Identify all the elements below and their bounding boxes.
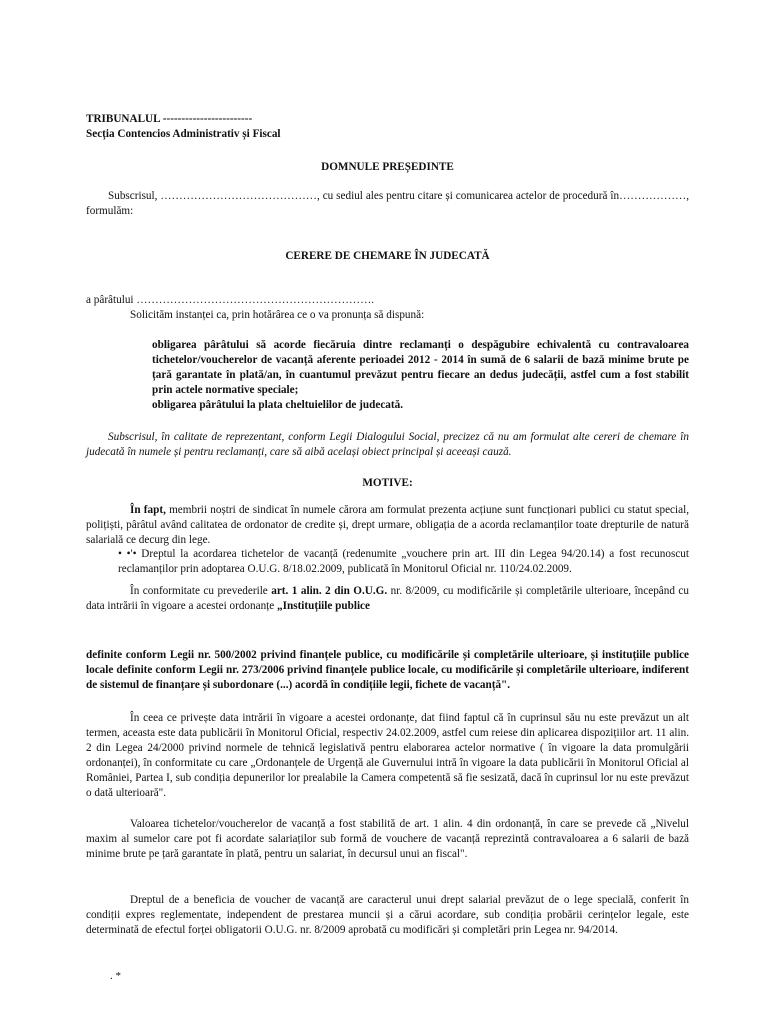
- motives-title: MOTIVE:: [362, 477, 413, 489]
- court-name: TRIBUNALUL ------------------------: [86, 113, 253, 125]
- bullet-paragraph: [118, 547, 689, 577]
- footer-mark: . *: [110, 970, 121, 982]
- conformity-paragraph: [86, 584, 689, 614]
- claim-1: obligarea pârâtului să acorde fiecăruia dintre reclamanți o despăgubire echivalentă cu contravaloarea tichetelor/voucherelor de vacanță aferente perioadei 2012 - 2014 în sumă de 6 salarii de bază minime brute pe țară garantate în plată/an, în cuantumul prevăzut pentru fiecare an dedus judecății, astfel cum a fost stabilit prin actele normative speciale;: [152, 339, 689, 396]
- bold-quote-paragraph: definite conform Legii nr. 500/2002 privind finanțele publice, cu modificările și completările ulterioare, și instituțiile publice locale definite conform Legii nr. 273/2006 privind finanțele publice locale, cu modificările și completările ulterioare, indiferent de sistemul de finanțare și subordonare (...) acordă în condițiile legii, fichete de vacanță".: [86, 649, 689, 691]
- document-title: CERERE DE CHEMARE ÎN JUDECATĂ: [285, 250, 490, 262]
- intro-paragraph: Subscrisul, ……………………………………, cu sediul ales pentru citare și comunicarea actelor de procedură în………………, formulăm:: [86, 190, 689, 217]
- conformity-text-a: În conformitate cu prevederile: [130, 585, 272, 597]
- facts-lead: În fapt,: [130, 504, 166, 516]
- conformity-bold-a: art. 1 alin. 2 din O.U.G.: [271, 585, 388, 597]
- request-intro: Solicităm instanței ca, prin hotărârea ce o va pronunța să dispună:: [130, 309, 425, 321]
- claim-2: obligarea pârâtului la plata cheltuielilor de judecată.: [152, 399, 403, 411]
- defendant-line: a pârâtului ……………………………………………………….: [86, 294, 375, 306]
- conformity-text-b: nr. 8/2009, cu modificările și completările ulterioare, începând cu data intrării în vigoare a acestei ordonanțe: [86, 585, 689, 612]
- facts-paragraph: [86, 503, 689, 548]
- court-section: Secția Contencios Administrativ și Fiscal: [86, 128, 281, 140]
- conformity-bold-b: „Instituțiile publice: [277, 600, 370, 612]
- bullet-text: Dreptul la acordarea tichetelor de vacanță (redenumite „vouchere prin art. III din Legea 94/20.14) a fost recunoscut reclamanților prin adoptarea O.U.G. 8/18.02.2009, publicată în Monitorul Oficial nr. 110/24.02.2009.: [118, 548, 689, 575]
- bullet-marker: • •'•: [118, 548, 137, 560]
- entry-into-force-paragraph: În ceea ce privește data intrării în vigoare a acestei ordonanțe, dat fiind faptul că în cuprinsul său nu este prevăzut un alt termen, aceasta este data publicării în Monitorul Oficial, respectiv 24.02.2009, astfel cum reiese din aplicarea dispozițiilor art. 11 alin. 2 din Legea 24/2000 privind normele de tehnică legislativă pentru elaborarea actelor normative ( în vigoare la data promulgării ordonanței), în conformitate cu care „Ordonanțele de Urgență ale Guvernului intră în vigoare la data publicării în Monitorul Oficial al României, Partea I, sub condiția depunerilor lor prealabile la Camera competentă să fie sesizată, dacă în cuprinsul lor nu este prevăzut o dată ulterioară".: [86, 712, 689, 799]
- salutation: DOMNULE PREȘEDINTE: [321, 161, 454, 173]
- value-paragraph: Valoarea tichetelor/voucherelor de vacanță a fost stabilită de art. 1 alin. 4 din ordonanță, în care se prevede că „Nivelul maxim al sumelor care pot fi acordate salariaților sub formă de vouchere de vacanță reprezintă contravaloarea a 6 salarii de bază minime brute pe țară garantate în plată, pentru un salariat, în decursul unui an fiscal".: [86, 818, 689, 860]
- facts-text: membrii noștri de sindicat în numele cărora am formulat prezenta acțiune sunt funcționari publici cu statut special, polițiști, pârâtul având calitatea de ordonator de credite și, drept urmare, obligația de a acorda reclamanților toate drepturile de natură salarială ce decurg din lege.: [86, 504, 689, 546]
- claims-list: [152, 338, 689, 413]
- right-paragraph: Dreptul de a beneficia de voucher de vacanță are caracterul unui drept salarial prevăzut de o lege specială, conferit în condiții expres reglementate, independent de prestarea muncii și a cărui acordare, sub condiția probării cerințelor legale, este determinată de efectul forței obligatorii O.U.G. nr. 8/2009 aprobată cu modificări și completări prin Legea nr. 94/2014.: [86, 894, 689, 936]
- header-block: [86, 112, 689, 142]
- representative-statement: Subscrisul, în calitate de reprezentant, conform Legii Dialogului Social, precizez că nu am formulat alte cereri de chemare în judecată în numele și pentru reclamanți, care să aibă același obiect principal și aceeași cauză.: [86, 431, 689, 458]
